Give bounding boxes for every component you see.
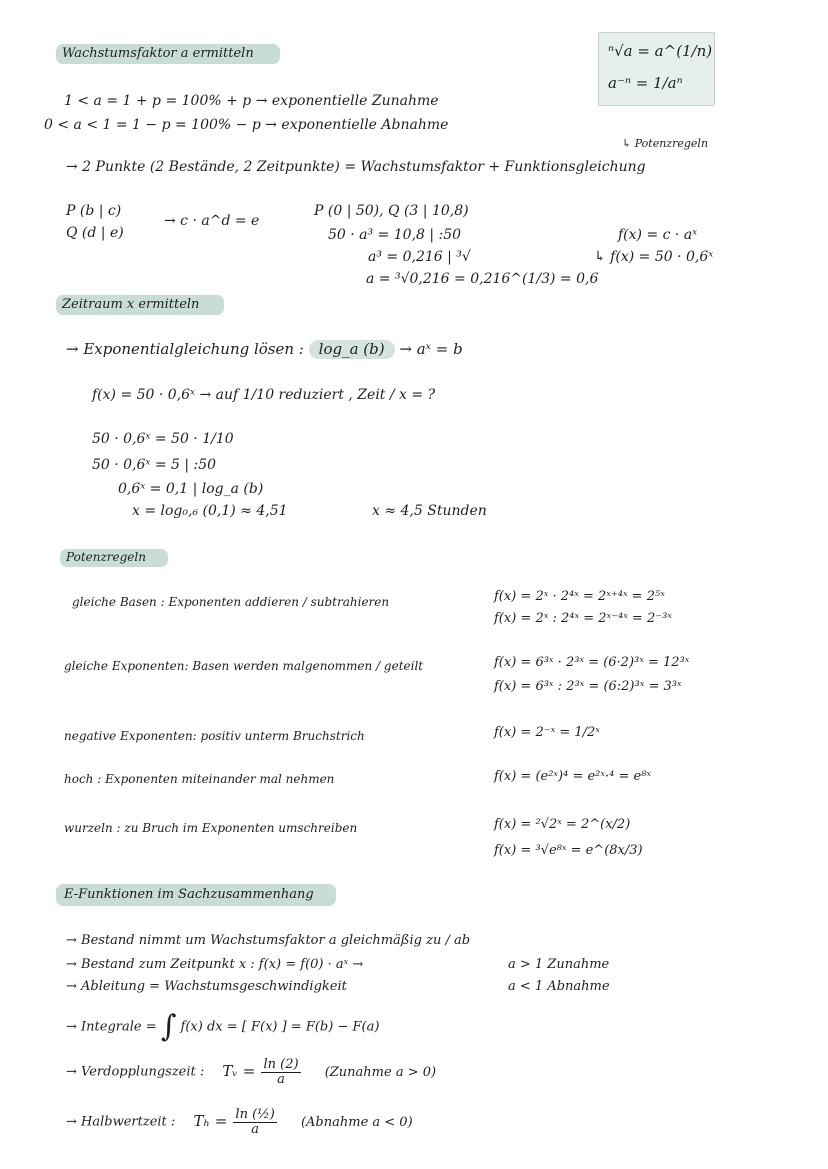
s2-function: f(x) = 50 · 0,6ˣ → auf 1/10 reduziert , Zeit / x = ? — [92, 387, 436, 403]
s1-line-zunahme: 1 < a = 1 + p = 100% + p → exponentielle Zunahme — [64, 93, 439, 109]
s4-verdopplungszeit — [66, 1058, 436, 1086]
s2-line-result: → aˣ = b — [399, 340, 463, 358]
rule-gleiche-exp-div: f(x) = 6³ˣ : 2³ˣ = (6:2)³ˣ = 3³ˣ — [494, 679, 682, 694]
s2-calc-2: 50 · 0,6ˣ = 5 | :50 — [92, 457, 217, 473]
rule-negative-exponenten: negative Exponenten: positiv unterm Bruchstrich — [64, 729, 365, 743]
rule-gleiche-basen: gleiche Basen : Exponenten addieren / subtrahieren — [72, 595, 390, 609]
s4-zeitpunkt: → Bestand zum Zeitpunkt x : f(x) = f(0) · aˣ → — [66, 957, 364, 972]
s4-th: Tₕ = — [193, 1111, 228, 1130]
s2-calc-5: x ≈ 4,5 Stunden — [372, 503, 487, 519]
heading-potenzregeln: Potenzregeln — [66, 550, 146, 564]
s2-calc-3: 0,6ˣ = 0,1 | log_a (b) — [118, 481, 264, 497]
s1-function-general: f(x) = c · aˣ — [618, 227, 698, 243]
rule-gleiche-basen-mult: f(x) = 2ˣ · 2⁴ˣ = 2ˣ⁺⁴ˣ = 2⁵ˣ — [494, 589, 665, 604]
box-negative-rule: a⁻ⁿ = 1/aⁿ — [608, 74, 683, 92]
s4-bestand: → Bestand nimmt um Wachstumsfaktor a gleichmäßig zu / ab — [66, 933, 471, 948]
s4-verdopplung-label: → Verdopplungszeit : — [66, 1064, 205, 1080]
s4-th-fraction — [233, 1108, 276, 1136]
heading-zeitraum: Zeitraum x ermitteln — [62, 297, 200, 312]
s4-verdopplung-note: (Zunahme a > 0) — [324, 1064, 437, 1080]
s4-th-denominator: a — [251, 1121, 259, 1137]
rule-negative-example: f(x) = 2⁻ˣ = 1/2ˣ — [494, 725, 600, 740]
s4-tv: Tᵥ = — [222, 1061, 256, 1080]
s4-tv-denominator: a — [277, 1071, 285, 1087]
s2-calc-4: x = log₀,₆ (0,1) ≈ 4,51 — [132, 503, 288, 519]
s4-halbwertzeit — [66, 1108, 413, 1136]
s1-line-punkte: → 2 Punkte (2 Bestände, 2 Zeitpunkte) = Wachstumsfaktor + Funktionsgleichung — [66, 159, 646, 175]
s1-point-q: Q (d | e) — [66, 225, 124, 241]
s4-integrale-rest: f(x) dx = [ F(x) ] = F(b) − F(a) — [180, 1019, 380, 1035]
s1-equation-general: → c · a^d = e — [164, 213, 260, 229]
s4-tv-fraction — [261, 1058, 300, 1086]
s4-integrale-label: → Integrale = — [66, 1019, 157, 1035]
s4-ableitung: → Ableitung = Wachstumsgeschwindigkeit — [66, 979, 347, 994]
box-root-rule: ⁿ√a = a^(1/n) — [608, 42, 713, 60]
integral-sign-icon: ∫ — [160, 1009, 177, 1044]
s1-point-p: P (b | c) — [66, 203, 122, 219]
s2-calc-1: 50 · 0,6ˣ = 50 · 1/10 — [92, 431, 234, 447]
heading-wachstumsfaktor: Wachstumsfaktor a ermitteln — [62, 46, 254, 61]
s1-example-step1: 50 · a³ = 10,8 | :50 — [328, 227, 462, 243]
s1-example-points: P (0 | 50), Q (3 | 10,8) — [314, 203, 469, 219]
s4-abnahme: a < 1 Abnahme — [508, 979, 610, 994]
s4-tv-numerator: ln (2) — [263, 1057, 299, 1072]
s2-exponentialgleichung — [66, 340, 463, 359]
rule-wurzeln-example-1: f(x) = ²√2ˣ = 2^(x/2) — [494, 817, 631, 832]
rule-gleiche-basen-div: f(x) = 2ˣ : 2⁴ˣ = 2ˣ⁻⁴ˣ = 2⁻³ˣ — [494, 611, 672, 626]
rule-wurzeln-example-2: f(x) = ³√e⁸ˣ = e^(8x/3) — [494, 843, 643, 858]
s4-halbwert-label: → Halbwertzeit : — [66, 1114, 176, 1130]
rule-hoch: hoch : Exponenten miteinander mal nehmen — [64, 772, 335, 786]
rule-gleiche-exponenten: gleiche Exponenten: Basen werden malgenommen / geteilt — [64, 659, 424, 673]
s4-zunahme: a > 1 Zunahme — [508, 957, 610, 972]
heading-e-funktionen: E-Funktionen im Sachzusammenhang — [64, 887, 314, 902]
s2-log: log_a (b) — [318, 340, 385, 358]
rule-wurzeln: wurzeln : zu Bruch im Exponenten umschreiben — [64, 821, 358, 835]
box-note: ↳ Potenzregeln — [622, 137, 709, 150]
log-highlight — [309, 340, 395, 359]
s1-function-example: ↳ f(x) = 50 · 0,6ˣ — [594, 249, 714, 265]
rule-hoch-example: f(x) = (e²ˣ)⁴ = e²ˣ·⁴ = e⁸ˣ — [494, 769, 652, 784]
rule-gleiche-exp-mult: f(x) = 6³ˣ · 2³ˣ = (6·2)³ˣ = 12³ˣ — [494, 655, 690, 670]
s1-example-step3: a = ³√0,216 = 0,216^(1/3) = 0,6 — [366, 271, 599, 287]
s4-th-numerator: ln (½) — [235, 1107, 275, 1122]
s4-halbwert-note: (Abnahme a < 0) — [300, 1114, 413, 1130]
s2-line-label: → Exponentialgleichung lösen : — [66, 340, 304, 358]
s4-integrale — [66, 1009, 380, 1044]
s1-line-abnahme: 0 < a < 1 = 1 − p = 100% − p → exponentielle Abnahme — [44, 117, 449, 133]
s1-example-step2: a³ = 0,216 | ³√ — [368, 249, 471, 265]
